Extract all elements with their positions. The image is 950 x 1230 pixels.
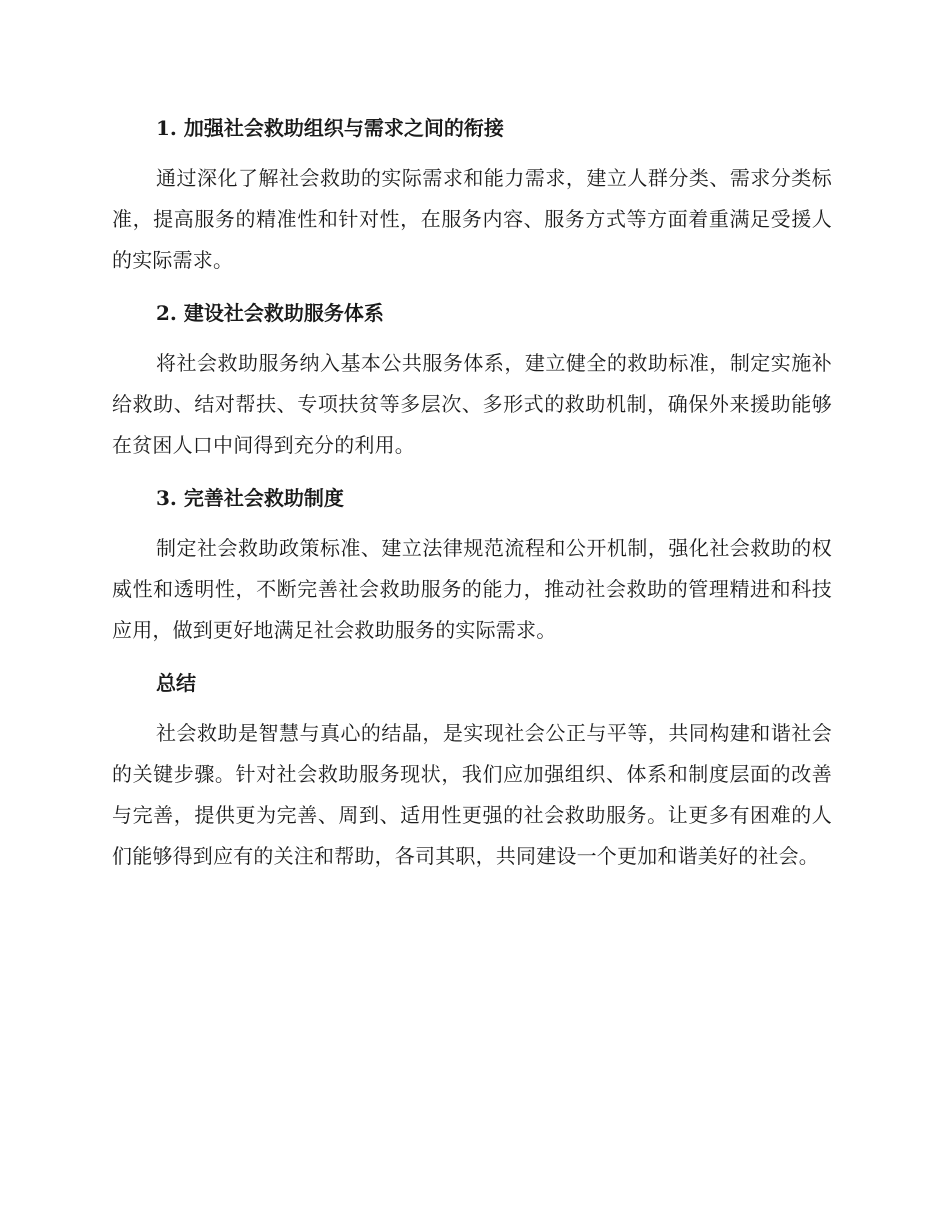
section-heading-3: 3. 完善社会救助制度 (156, 486, 344, 510)
document-page (112, 108, 832, 877)
section-heading-1: 1. 加强社会救助组织与需求之间的衔接 (156, 116, 504, 140)
section-paragraph-3: 制定社会救助政策标准、建立法律规范流程和公开机制，强化社会救助的权威性和透明性，不断完善社会救助服务的能力，推动社会救助的管理精进和科技应用，做到更好地满足社会救助服务的实际需求。 (112, 536, 832, 642)
section-paragraph-2: 将社会救助服务纳入基本公共服务体系，建立健全的救助标准，制定实施补给救助、结对帮扶、专项扶贫等多层次、多形式的救助机制，确保外来援助能够在贫困人口中间得到充分的利用。 (112, 351, 832, 457)
section-paragraph-1: 通过深化了解社会救助的实际需求和能力需求，建立人群分类、需求分类标准，提高服务的精准性和针对性，在服务内容、服务方式等方面着重满足受援人的实际需求。 (112, 166, 832, 272)
section-heading-2: 2. 建设社会救助服务体系 (156, 301, 384, 325)
summary-paragraph: 社会救助是智慧与真心的结晶，是实现社会公正与平等，共同构建和谐社会的关键步骤。针对社会救助服务现状，我们应加强组织、体系和制度层面的改善与完善，提供更为完善、周到、适用性更强的社会救助服务。让更多有困难的人们能够得到应有的关注和帮助，各司其职，共同建设一个更加和谐美好的社会。 (112, 721, 832, 868)
summary-heading: 总结 (156, 671, 196, 695)
